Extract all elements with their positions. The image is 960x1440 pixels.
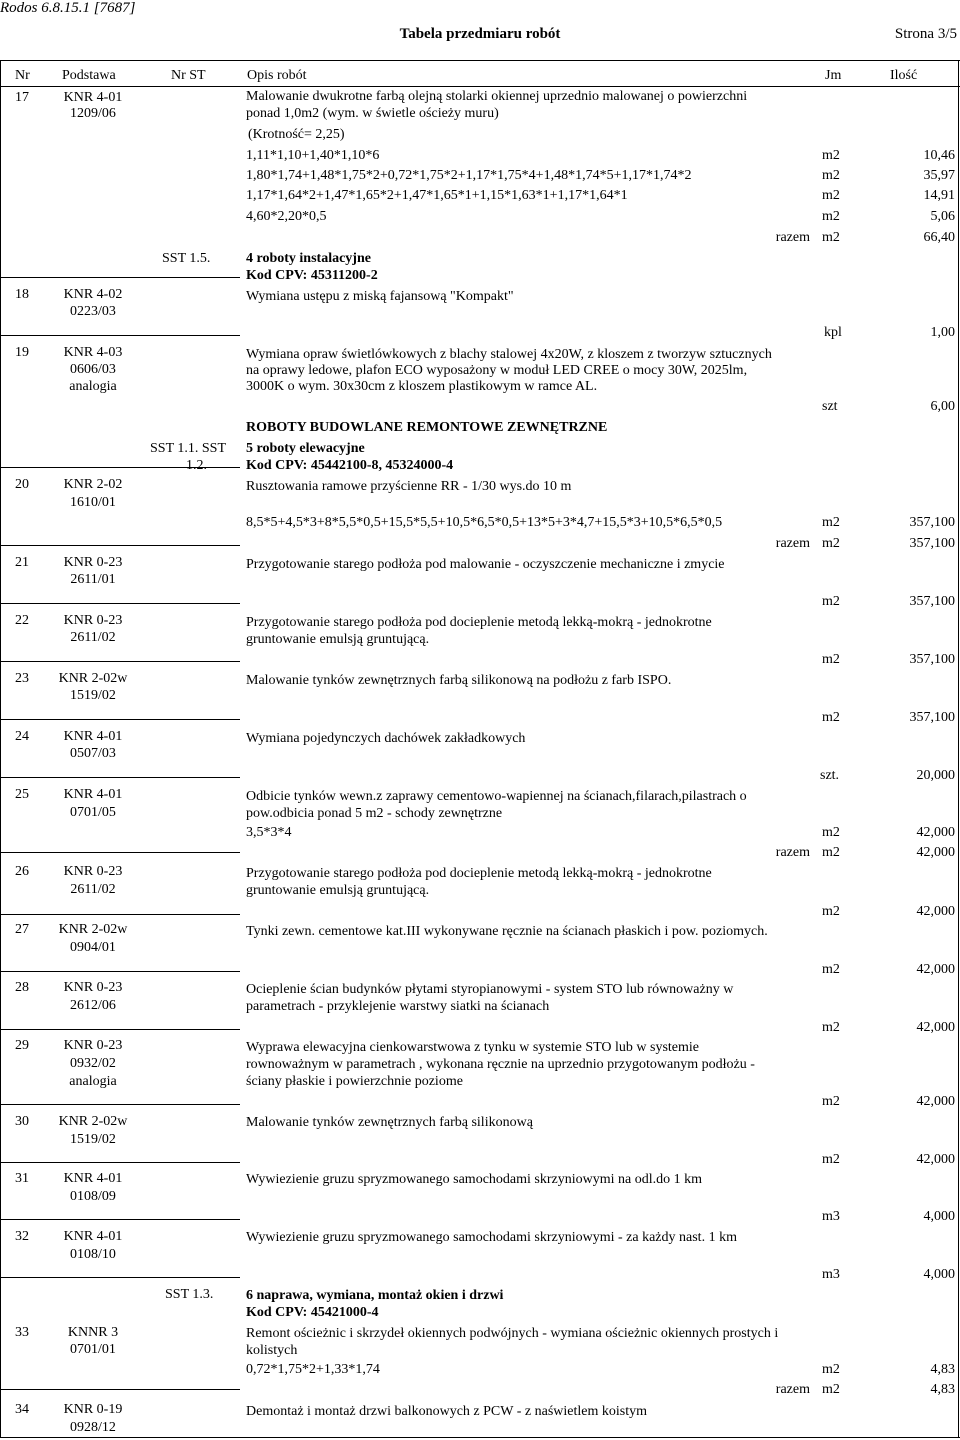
unit: kpl	[824, 325, 842, 340]
quantity-total: 357,100	[909, 536, 955, 551]
unit: m3	[822, 1209, 840, 1224]
quantity: 4,000	[923, 1209, 955, 1224]
st-code: SST 1.5.	[162, 251, 211, 266]
row-separator	[0, 719, 240, 720]
item-description: Odbicie tynków wewn.z zaprawy cementowo-wapiennej na ścianach,filarach,pilastrach o	[246, 789, 747, 804]
section-cpv: Kod CPV: 45442100-8, 45324000-4	[246, 458, 454, 473]
unit: szt	[822, 399, 838, 414]
item-podstawa: 0108/10	[70, 1247, 116, 1262]
quantity: 6,00	[930, 399, 955, 414]
col-header-opis: Opis robót	[247, 68, 307, 83]
item-description: Rusztowania ramowe przyścienne RR - 1/30 wys.do 10 m	[246, 479, 572, 494]
doc-title: Tabela przedmiaru robót	[399, 26, 561, 42]
item-nr: 30	[15, 1114, 29, 1129]
item-podstawa: 2611/02	[70, 882, 116, 897]
item-nr: 27	[15, 922, 29, 937]
row-separator	[0, 1389, 240, 1390]
item-description: ponad 1,0m2 (wym. w świetle ościeży muru)	[246, 106, 499, 121]
quantity: 42,000	[916, 1094, 955, 1109]
item-podstawa: KNR 4-01	[63, 90, 123, 105]
item-podstawa: KNR 2-02w	[58, 1114, 128, 1129]
item-podstawa: KNR 4-01	[63, 1229, 123, 1244]
item-nr: 33	[15, 1325, 29, 1340]
row-separator	[0, 971, 240, 972]
row-separator	[0, 545, 240, 546]
row-separator	[0, 852, 240, 853]
item-description: Wywiezienie gruzu spryzmowanego samochodami skrzyniowymi na odl.do 1 km	[246, 1172, 702, 1187]
item-podstawa: KNR 4-03	[63, 345, 123, 360]
unit: m2	[822, 230, 840, 245]
item-podstawa: KNR 2-02w	[58, 922, 128, 937]
item-nr: 18	[15, 287, 29, 302]
item-description: Przygotowanie starego podłoża pod malowanie - oczyszczenie mechaniczne i zmycie	[246, 557, 725, 572]
item-description: gruntowanie emulsją gruntującą.	[246, 632, 430, 647]
unit: m2	[822, 188, 840, 203]
row-separator	[0, 277, 240, 278]
item-description: kolistych	[246, 1343, 298, 1358]
row-separator	[0, 1219, 240, 1220]
item-nr: 32	[15, 1229, 29, 1244]
item-podstawa: KNR 4-02	[63, 287, 123, 302]
item-description: Wywiezienie gruzu spryzmowanego samochodami skrzyniowymi - za każdy nast. 1 km	[246, 1230, 737, 1245]
item-podstawa: KNR 2-02w	[58, 671, 128, 686]
item-podstawa: KNR 0-19	[63, 1402, 123, 1417]
item-podstawa: 0223/03	[70, 304, 116, 319]
row-separator	[0, 335, 240, 336]
item-podstawa: 2611/02	[70, 630, 116, 645]
item-description: Tynki zewn. cementowe kat.III wykonywane ręcznie na ścianach płaskich i pow. poziomych.	[246, 924, 768, 939]
unit: m2	[822, 962, 840, 977]
razem-label: razem	[775, 845, 810, 860]
section-heading: ROBOTY BUDOWLANE REMONTOWE ZEWNĘTRZNE	[246, 420, 608, 435]
unit: m2	[822, 1152, 840, 1167]
item-description: na oprawy ledowe, plafon ECO wyposażony w moduł LED CREE o mocy 30W, 2025lm,	[246, 363, 748, 378]
unit: m2	[822, 148, 840, 163]
item-nr: 20	[15, 477, 29, 492]
measurement-formula: 1,17*1,64*2+1,47*1,65*2+1,47*1,65*1+1,15*1,63*1+1,17*1,64*1	[246, 188, 628, 203]
item-podstawa: 1519/02	[70, 688, 116, 703]
table-bottom-border	[0, 1437, 960, 1438]
item-description: Wymiana pojedynczych dachówek zakładkowych	[246, 731, 526, 746]
quantity: 357,100	[909, 652, 955, 667]
st-code: SST 1.1. SST	[150, 441, 226, 456]
quantity: 20,000	[916, 768, 955, 783]
col-header-jm: Jm	[825, 68, 842, 83]
item-description: parametrach - przyklejenie warstwy siatki na ścianach	[246, 999, 550, 1014]
quantity: 357,100	[909, 710, 955, 725]
unit: m3	[822, 1267, 840, 1282]
col-header-nr-st: Nr ST	[171, 68, 206, 83]
app-version: Rodos 6.8.15.1 [7687]	[0, 0, 136, 16]
quantity: 4,83	[930, 1362, 955, 1377]
quantity: 357,100	[909, 515, 955, 530]
item-description: gruntowanie emulsją gruntującą.	[246, 883, 430, 898]
item-podstawa: 2612/06	[70, 998, 116, 1013]
row-separator	[0, 1162, 240, 1163]
quantity: 42,000	[916, 962, 955, 977]
item-description: Przygotowanie starego podłoża pod docieplenie metodą lekką-mokrą - jednokrotne	[246, 866, 712, 881]
quantity: 35,97	[923, 168, 955, 183]
row-separator	[0, 914, 240, 915]
st-code: 1.2.	[186, 458, 207, 473]
item-description: rownoważnym w parametrach , wykonana ręcznie na uprzednio przygotowanym podłożu -	[246, 1057, 755, 1072]
quantity-total: 66,40	[923, 230, 955, 245]
section-heading: 6 naprawa, wymiana, montaż okien i drzwi	[246, 1288, 504, 1303]
item-nr: 21	[15, 555, 29, 570]
unit: m2	[822, 710, 840, 725]
unit: m2	[822, 652, 840, 667]
page-number: Strona 3/5	[894, 26, 957, 42]
row-separator	[0, 777, 240, 778]
measurement-formula: 4,60*2,20*0,5	[246, 209, 327, 224]
measurement-formula: 8,5*5+4,5*3+8*5,5*0,5+15,5*5,5+10,5*6,5*0,5+13*5+3*4,7+15,5*3+10,5*6,5*0,5	[246, 515, 723, 530]
item-nr: 22	[15, 613, 29, 628]
measurement-formula: 0,72*1,75*2+1,33*1,74	[246, 1362, 380, 1377]
col-header-podstawa: Podstawa	[62, 68, 116, 83]
item-description: 3000K o wym. 30x30cm z kloszem plastikowym w ramce AL.	[246, 379, 598, 394]
item-description: ściany płaskie i powierzchnie poziome	[246, 1074, 463, 1089]
item-description: Przygotowanie starego podłoża pod docieplenie metodą lekką-mokrą - jednokrotne	[246, 615, 712, 630]
col-header-nr: Nr	[15, 68, 30, 83]
razem-label: razem	[775, 1382, 810, 1397]
item-podstawa: KNR 0-23	[63, 555, 123, 570]
unit: m2	[822, 904, 840, 919]
item-nr: 31	[15, 1171, 29, 1186]
item-podstawa: 0507/03	[70, 746, 116, 761]
quantity: 42,000	[916, 1020, 955, 1035]
item-podstawa: KNR 4-01	[63, 787, 123, 802]
item-podstawa: 0932/02	[70, 1056, 116, 1071]
item-podstawa: KNR 0-23	[63, 980, 123, 995]
quantity: 4,000	[923, 1267, 955, 1282]
quantity: 5,06	[930, 209, 955, 224]
razem-label: razem	[775, 230, 810, 245]
item-nr: 24	[15, 729, 29, 744]
measurement-formula: 1,80*1,74+1,48*1,75*2+0,72*1,75*2+1,17*1,75*4+1,48*1,74*5+1,17*1,74*2	[246, 168, 692, 183]
item-podstawa: KNR 4-01	[63, 729, 123, 744]
item-description: Wyprawa elewacyjna cienkowarstwowa z tynku w systemie STO lub w systemie	[246, 1040, 700, 1055]
quantity: 1,00	[930, 325, 955, 340]
item-podstawa: KNR 0-23	[63, 1038, 123, 1053]
quantity-total: 42,000	[916, 845, 955, 860]
item-podstawa: 0928/12	[70, 1420, 116, 1435]
unit: m2	[822, 1094, 840, 1109]
item-description: Wymiana opraw świetlówkowych z blachy stalowej 4x20W, z kloszem z tworzyw sztucznych	[246, 347, 772, 362]
unit: m2	[822, 536, 840, 551]
item-description: Demontaż i montaż drzwi balkonowych z PCW - z naświetlem koistym	[246, 1404, 647, 1419]
item-podstawa: 0108/09	[70, 1189, 116, 1204]
item-podstawa: KNR 4-01	[63, 1171, 123, 1186]
multiplier-note: (Krotność= 2,25)	[248, 127, 345, 142]
row-separator	[0, 661, 240, 662]
section-cpv: Kod CPV: 45311200-2	[246, 268, 378, 283]
unit: m2	[822, 1020, 840, 1035]
item-description: pow.odbicia ponad 5 m2 - schody zewnętrzne	[246, 806, 503, 821]
quantity: 42,000	[916, 825, 955, 840]
unit: m2	[822, 845, 840, 860]
item-description: Remont ościeżnic i skrzydeł okiennych podwójnych - wymiana ościeżnic okiennych prostych i	[246, 1326, 779, 1341]
table-top-border	[0, 60, 960, 61]
item-podstawa: analogia	[69, 379, 117, 394]
item-podstawa: 0904/01	[70, 940, 116, 955]
table-left-border	[0, 60, 1, 1437]
unit: m2	[822, 1362, 840, 1377]
item-nr: 17	[15, 90, 29, 105]
measurement-formula: 1,11*1,10+1,40*1,10*6	[246, 148, 380, 163]
st-code: SST 1.3.	[165, 1287, 214, 1302]
item-podstawa: 1610/01	[70, 495, 116, 510]
quantity: 42,000	[916, 904, 955, 919]
item-podstawa: KNNR 3	[67, 1325, 119, 1340]
item-nr: 19	[15, 345, 29, 360]
item-podstawa: KNR 2-02	[63, 477, 123, 492]
item-description: Ocieplenie ścian budynków płytami styropianowymi - system STO lub równoważny w	[246, 982, 734, 997]
header-separator	[0, 86, 960, 87]
unit: m2	[822, 594, 840, 609]
item-podstawa: 0606/03	[70, 362, 116, 377]
row-separator	[0, 603, 240, 604]
table-right-border	[958, 60, 959, 1437]
unit: m2	[822, 1382, 840, 1397]
item-podstawa: 0701/01	[70, 1342, 116, 1357]
quantity: 14,91	[923, 188, 955, 203]
unit: m2	[822, 209, 840, 224]
item-podstawa: KNR 0-23	[63, 613, 123, 628]
quantity: 10,46	[923, 148, 955, 163]
col-header-ilosc: Ilość	[890, 68, 918, 83]
razem-label: razem	[775, 536, 810, 551]
item-description: Malowanie tynków zewnętrznych farbą silikonową	[246, 1115, 533, 1130]
item-description: Wymiana ustępu z miską fajansową "Kompakt"	[246, 289, 514, 304]
section-heading: 5 roboty elewacyjne	[246, 441, 365, 456]
item-podstawa: 2611/01	[70, 572, 116, 587]
item-nr: 25	[15, 787, 29, 802]
item-podstawa: 1519/02	[70, 1132, 116, 1147]
item-podstawa: 0701/05	[70, 805, 116, 820]
unit: m2	[822, 515, 840, 530]
row-separator	[0, 1029, 240, 1030]
item-nr: 26	[15, 864, 29, 879]
unit: szt.	[820, 768, 840, 783]
item-podstawa: 1209/06	[70, 106, 116, 121]
quantity: 42,000	[916, 1152, 955, 1167]
section-heading: 4 roboty instalacyjne	[246, 251, 371, 266]
row-separator	[0, 1104, 240, 1105]
item-description: Malowanie dwukrotne farbą olejną stolarki okiennej uprzednio malowanej o powierzchni	[246, 89, 748, 104]
item-podstawa: KNR 0-23	[63, 864, 123, 879]
row-separator	[0, 1277, 240, 1278]
measurement-formula: 3,5*3*4	[246, 825, 292, 840]
unit: m2	[822, 168, 840, 183]
quantity-total: 4,83	[930, 1382, 955, 1397]
item-description: Malowanie tynków zewnętrznych farbą silikonową na podłożu z farb ISPO.	[246, 673, 672, 688]
item-nr: 28	[15, 980, 29, 995]
section-cpv: Kod CPV: 45421000-4	[246, 1305, 379, 1320]
item-nr: 34	[15, 1402, 29, 1417]
unit: m2	[822, 825, 840, 840]
quantity: 357,100	[909, 594, 955, 609]
item-podstawa: analogia	[69, 1074, 117, 1089]
item-nr: 23	[15, 671, 29, 686]
item-nr: 29	[15, 1038, 29, 1053]
